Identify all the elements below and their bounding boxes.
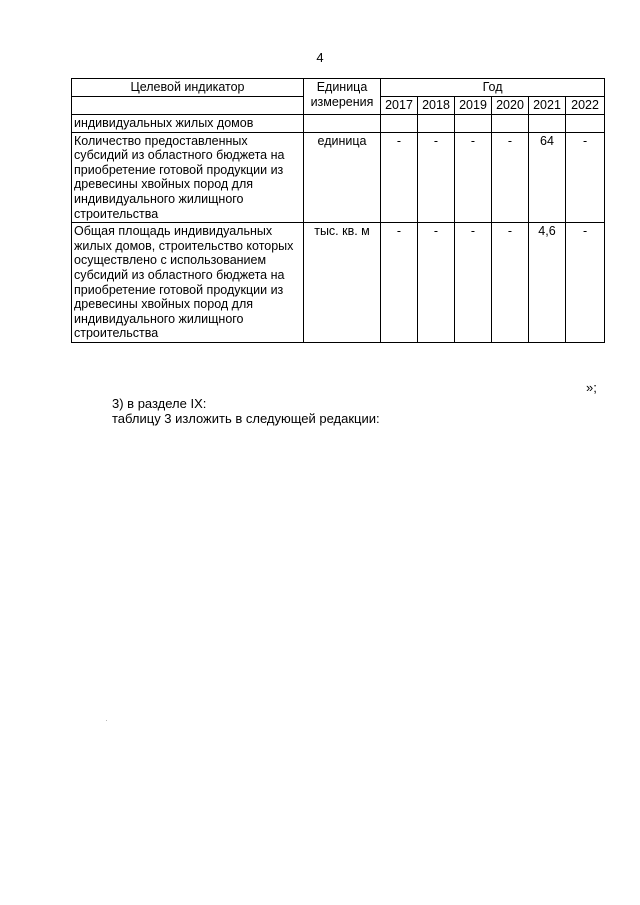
unit-header-line-2: измерения: [310, 94, 374, 109]
year-header: 2019: [455, 97, 492, 115]
value-cell: 64: [529, 132, 566, 223]
value-cell: [381, 115, 418, 133]
unit-cell: [304, 115, 381, 133]
value-cell: [492, 115, 529, 133]
table-row: [72, 223, 605, 343]
unit-header-line-1: Единица: [316, 80, 368, 94]
value-cell: [529, 115, 566, 133]
value-cell: -: [566, 132, 605, 223]
value-cell: -: [492, 132, 529, 223]
indicator-cell: Общая площадь индивидуальных жилых домов, строительство которых осуществлено с использованием субсидий из областного бюджета на приобретение готовой продукции из древесины хвойных пород для индивидуального жилищного строительства: [72, 223, 304, 343]
year-header: 2020: [492, 97, 529, 115]
closing-quote: »;: [586, 380, 597, 395]
year-header: 2017: [381, 97, 418, 115]
paragraph-table-3: таблицу 3 изложить в следующей редакции:: [112, 411, 380, 426]
indicator-cell: индивидуальных жилых домов: [72, 115, 304, 133]
value-cell: -: [492, 223, 529, 343]
value-cell: [418, 115, 455, 133]
unit-cell: тыс. кв. м: [304, 223, 381, 343]
year-header: 2021: [529, 97, 566, 115]
scan-speck: [106, 720, 107, 721]
value-cell: -: [455, 132, 492, 223]
year-header: 2022: [566, 97, 605, 115]
value-cell: -: [566, 223, 605, 343]
indicator-header-blank: [72, 97, 304, 115]
year-header: 2018: [418, 97, 455, 115]
table-body: [72, 115, 605, 343]
unit-column-header: [304, 79, 381, 115]
value-cell: [566, 115, 605, 133]
indicator-column-header: Целевой индикатор: [72, 79, 304, 97]
value-cell: -: [381, 223, 418, 343]
value-cell: -: [455, 223, 492, 343]
unit-cell: единица: [304, 132, 381, 223]
value-cell: -: [381, 132, 418, 223]
value-cell: -: [418, 132, 455, 223]
year-group-header: Год: [381, 79, 605, 97]
page-number: 4: [316, 50, 324, 65]
header-row-1: [72, 79, 605, 97]
paragraph-section-ix: 3) в разделе IX:: [112, 396, 207, 411]
table-row: [72, 115, 605, 133]
indicator-cell: Количество предоставленных субсидий из областного бюджета на приобретение готовой продукции из древесины хвойных пород для индивидуального жилищного строительства: [72, 132, 304, 223]
value-cell: -: [418, 223, 455, 343]
table-header: [72, 79, 605, 115]
value-cell: [455, 115, 492, 133]
target-indicators-table: [71, 78, 605, 343]
table-row: [72, 132, 605, 223]
value-cell: 4,6: [529, 223, 566, 343]
